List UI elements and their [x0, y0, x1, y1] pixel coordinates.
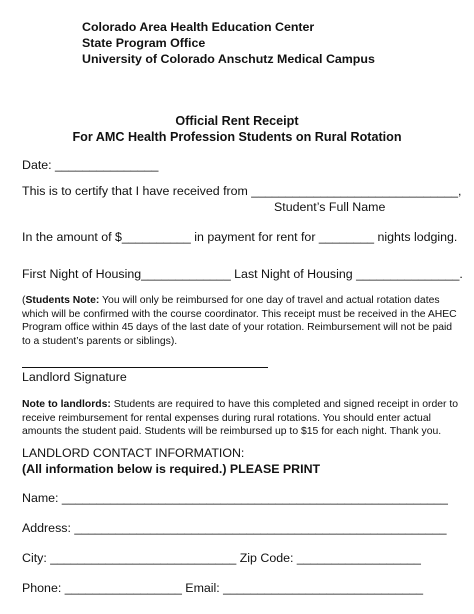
date-field[interactable]: Date: _______________ — [22, 158, 159, 172]
name-field[interactable]: Name: ________________________________________________________ — [22, 491, 448, 505]
certify-field[interactable]: This is to certify that I have received from ______________________________, — [22, 184, 462, 198]
students-note-open-paren: ( — [22, 295, 26, 306]
city-zip-field[interactable]: City: ___________________________ Zip Code: __________________ — [22, 551, 421, 565]
landlord-note-label: Note to landlords: — [22, 399, 111, 410]
landlord-note — [22, 398, 462, 439]
receipt-subtitle: For AMC Health Profession Students on Rural Rotation — [72, 130, 402, 144]
students-note-close-paren: ). — [170, 335, 178, 347]
receipt-title: Official Rent Receipt — [175, 114, 299, 128]
signature-line[interactable] — [22, 367, 268, 368]
students-note-label: Students Note: — [25, 295, 100, 306]
contact-heading: LANDLORD CONTACT INFORMATION: — [22, 446, 245, 460]
landlord-signature-label: Landlord Signature — [22, 370, 127, 384]
address-field[interactable]: Address: ______________________________________________________ — [22, 521, 447, 535]
phone-email-field[interactable]: Phone: _________________ Email: _____________________________ — [22, 581, 424, 595]
office-name: State Program Office — [82, 36, 206, 50]
contact-instructions: (All information below is required.) PLEASE PRINT — [22, 462, 321, 476]
campus-name: University of Colorado Anschutz Medical Campus — [82, 52, 375, 66]
students-note — [22, 294, 462, 348]
org-name: Colorado Area Health Education Center — [82, 20, 315, 34]
student-name-caption: Student’s Full Name — [274, 200, 386, 214]
housing-dates-field[interactable]: First Night of Housing_____________ Last Night of Housing _______________. — [22, 267, 463, 281]
landlord-note-text: Students are required to have this completed and signed receipt in order to receive reimbursement for rental expenses during rural rotations. You should enter actual amounts the student paid. Students will be reimbursed up to $15 for each night. Thank you. — [22, 399, 459, 437]
students-note-text: You will only be reimbursed for one day of travel and actual rotation dates which will be confirmed with the course coordinator. This receipt must be received in the AHEC Program office within 45 days of the last date of your rotation. Reimbursement will not be paid to a student’s parents or siblings — [22, 295, 457, 347]
amount-field[interactable]: In the amount of $__________ in payment for rent for ________ nights lodging. — [22, 230, 458, 244]
